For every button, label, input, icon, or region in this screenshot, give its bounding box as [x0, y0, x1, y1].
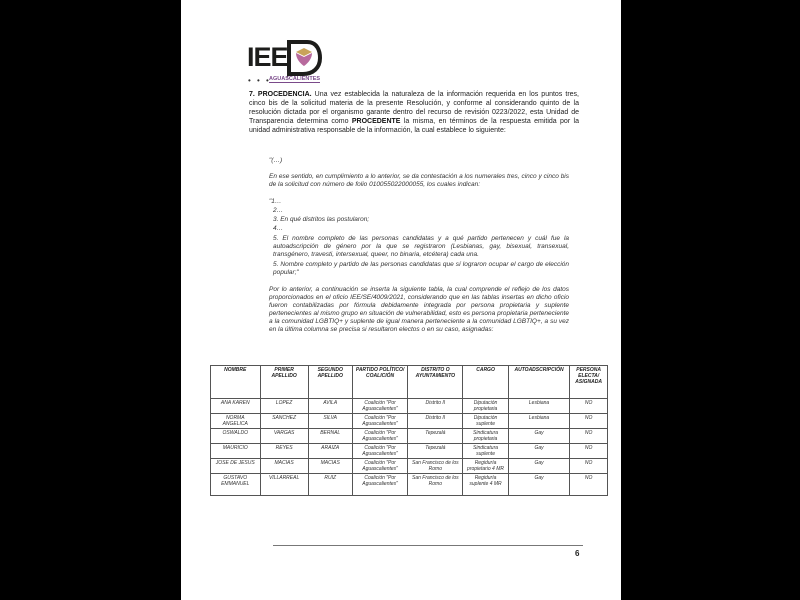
- table-cell: Tepezalá: [408, 444, 463, 459]
- table-header-row: [211, 366, 608, 399]
- table-cell: Coalición "Por Aguascalientes": [352, 429, 408, 444]
- table-cell: SILVA: [308, 414, 352, 429]
- quote-item: 4…: [273, 225, 284, 232]
- table-cell: Diputación propietaria: [463, 399, 509, 414]
- quote-item: 5. Nombre completo y partido de las personas candidatas que sí lograron ocupar el cargo de elección popular;": [273, 261, 569, 276]
- table-cell: Distrito II: [408, 414, 463, 429]
- table-cell: Coalición "Por Aguascalientes": [352, 474, 408, 496]
- quote-item: 3. En qué distritos las postularon;: [273, 216, 370, 223]
- table-cell: NO: [570, 459, 608, 474]
- table-header-cell: PARTIDO POLÍTICO/ COALICIÓN: [352, 366, 408, 399]
- quote-item: 2…: [273, 207, 284, 214]
- table-cell: Regiduría propietario 4 MR: [463, 459, 509, 474]
- table-cell: Coalición "Por Aguascalientes": [352, 459, 408, 474]
- logo-mark-icon: [285, 38, 323, 78]
- table-cell: VARGAS: [260, 429, 308, 444]
- quote-item: 5. El nombre completo de las personas candidatas y a qué partido pertenecen y cuál fue la autoadscripción de género por la que se registraron (Lesbianas, gay, bisexual, transexual, transgénero, travesti, intersexual, queer, no binaria, etcétera) cada una.: [273, 235, 569, 258]
- table-cell: Sindicatura suplente: [463, 444, 509, 459]
- table-cell: GUSTAVO EMMANUEL: [211, 474, 261, 496]
- quote-paragraph-2: Por lo anterior, a continuación se inserta la siguiente tabla, la cual comprende el reflejo de los datos proporcionados en el oficio IEE/SE/4009/2021, considerando que en las tablas insertas en dicho oficio fueron contabilizadas por fórmula debidamente integrada por persona propietaria y suplente pertenecientes al mismo grupo en situación de vulnerabilidad, esto es persona propietaria perteneciente a la comunidad LGBTIQ+ y suplente de igual manera perteneciente a la comunidad LGBTIQ+, a su vez en la última columna se precisa si resultaron electos o en su caso, asignadas:: [269, 286, 569, 333]
- table-cell: Gay: [508, 474, 569, 496]
- table-cell: REYES: [260, 444, 308, 459]
- intro-text-1: Una vez establecida la naturaleza de la información requerida en los puntos tres, cinco bis de la solicitud materia de la presente Resolución, y conforme al considerando quinto de la resolución dictada por el organismo garante dentro del recurso de revisión 0223/2022, esta Unidad de Transparencia determina como: [249, 91, 579, 125]
- table-cell: Diputación suplente: [463, 414, 509, 429]
- table-cell: Gay: [508, 459, 569, 474]
- quote-open: "(…): [269, 157, 283, 164]
- table-row: [211, 459, 608, 474]
- table-cell: Regiduría suplente 4 MR: [463, 474, 509, 496]
- quote-paragraph-1: En ese sentido, en cumplimiento a lo anterior, se da contestación a los numerales tres, cinco y cinco bis de la solicitud con número de folio 010055022000055, los cuales indican:: [269, 173, 569, 188]
- table-cell: San Francisco de los Romo: [408, 459, 463, 474]
- procedente-label: PROCEDENTE: [351, 118, 401, 125]
- table-cell: NO: [570, 414, 608, 429]
- table-cell: AVILA: [308, 399, 352, 414]
- table-cell: San Francisco de los Romo: [408, 474, 463, 496]
- table-cell: ARAIZA: [308, 444, 352, 459]
- table-cell: Coalición "Por Aguascalientes": [352, 399, 408, 414]
- table-row: [211, 414, 608, 429]
- iee-logo: [247, 38, 367, 88]
- table-cell: NO: [570, 429, 608, 444]
- table-cell: Sindicatura propietaria: [463, 429, 509, 444]
- table-row: [211, 444, 608, 459]
- table-cell: ANA KAREN: [211, 399, 261, 414]
- table-cell: LOPEZ: [260, 399, 308, 414]
- table-cell: NORMA ANGELICA: [211, 414, 261, 429]
- table-cell: SANCHEZ: [260, 414, 308, 429]
- table-cell: NO: [570, 444, 608, 459]
- logo-subtitle: AGUASCALIENTES: [269, 76, 321, 82]
- table-cell: MACIAS: [308, 459, 352, 474]
- candidates-table: [210, 365, 608, 496]
- table-cell: NO: [570, 399, 608, 414]
- intro-text-2: la misma, en términos de la respuesta emitida por la unidad administrativa responsable de la información, la cual establece lo siguiente:: [249, 118, 579, 134]
- table-cell: RUIZ: [308, 474, 352, 496]
- page-number: 6: [575, 549, 580, 558]
- table-cell: OSWALDO: [211, 429, 261, 444]
- table-cell: BERNAL: [308, 429, 352, 444]
- table-cell: Coalición "Por Aguascalientes": [352, 414, 408, 429]
- table-header-cell: PERSONA ELECTA/ ASIGNADA: [570, 366, 608, 399]
- table-row: [211, 399, 608, 414]
- table-cell: MAURICIO: [211, 444, 261, 459]
- table-cell: VILLARREAL: [260, 474, 308, 496]
- table-header-cell: SEGUNDO APELLIDO: [308, 366, 352, 399]
- table-cell: Gay: [508, 444, 569, 459]
- footer-divider: [273, 545, 583, 546]
- table-cell: Distrito II: [408, 399, 463, 414]
- table-header-cell: PRIMER APELLIDO: [260, 366, 308, 399]
- table-cell: NO: [570, 474, 608, 496]
- table-cell: Tepezalá: [408, 429, 463, 444]
- table-header-cell: DISTRITO O AYUNTAMIENTO: [408, 366, 463, 399]
- table-header-cell: NOMBRE: [211, 366, 261, 399]
- table-cell: JOSE DE JESUS: [211, 459, 261, 474]
- procedencia-paragraph: [249, 90, 579, 135]
- table-cell: Coalición "Por Aguascalientes": [352, 444, 408, 459]
- logo-text: IEE: [247, 42, 288, 72]
- table-row: [211, 429, 608, 444]
- table-cell: MACIAS: [260, 459, 308, 474]
- table-header-cell: CARGO: [463, 366, 509, 399]
- table-cell: Gay: [508, 429, 569, 444]
- table-row: [211, 474, 608, 496]
- quote-item: "1…: [269, 198, 282, 205]
- table-cell: Lesbiana: [508, 414, 569, 429]
- logo-dots: • • •: [248, 76, 271, 85]
- table-header-cell: AUTOADSCRIPCIÓN: [508, 366, 569, 399]
- document-page: [181, 0, 621, 600]
- table-cell: Lesbiana: [508, 399, 569, 414]
- section-heading: 7. PROCEDENCIA.: [249, 91, 312, 98]
